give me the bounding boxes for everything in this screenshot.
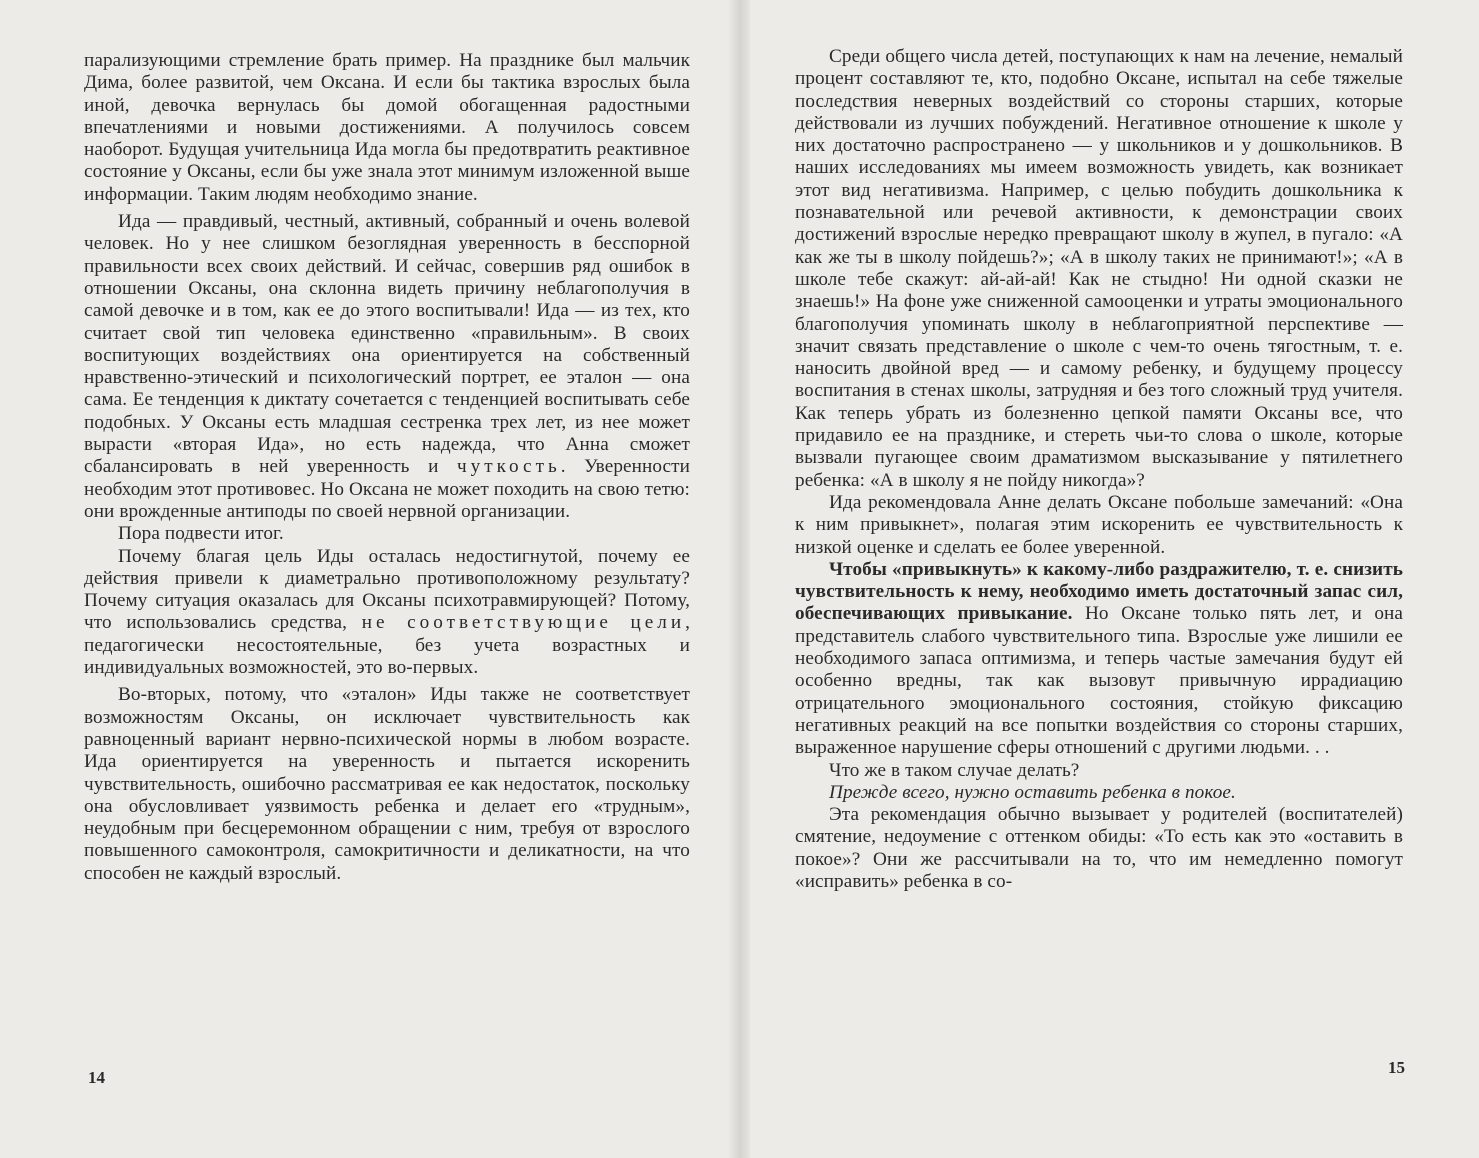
paragraph: Эта рекомендация обычно вызывает у родителей (воспитателей) смятение, недоумение с оттенком обиды: «То есть как это «оставить в покое»? Они же рассчитывали на то, что им немедленно помогут «исправить» ребенка в со- [795, 804, 1403, 892]
paragraph-text: . Уверенности необходим этот противовес. Но Оксана не может походить на свою тетю: они врожденные антиподы по своей нервной организации. [84, 456, 691, 522]
paragraph [795, 559, 1403, 760]
left-page [0, 0, 728, 1158]
spaced-emphasis: чуткость [457, 456, 561, 478]
left-page-text [84, 50, 690, 885]
paragraph-text: Почему благая цель Иды осталась недостигнутой, почему ее действия привели к диаметрально противоположному результату? Почему ситуация оказалась для Оксаны психотравмирующей? Потому, что использовались средства, [84, 545, 690, 634]
paragraph: Среди общего числа детей, поступающих к нам на лечение, немалый процент составляют те, кто, подобно Оксане, испытал на себе тяжелые последствия неверных воздействий со стороны старших, которые действовали из лучших побуждений. Негативное отношение к школе у них достаточно распространено — у школьников и у дошкольников. В наших исследованиях мы имеем возможность увидеть, как возникает этот вид негативизма. Например, с целью побудить дошкольника к познавательной или речевой активности, к демонстрации своих достижений взрослые нередко превращают школу в жупел, в пугало: «А как же ты в школу пойдешь?»; «А в школу таких не принимают!»; «А в школе тебе скажут: ай-ай-ай! Как не стыдно! Ни одной сказки не знаешь!» На фоне уже сниженной самооценки и утраты эмоционального благополучия упоминать школу в неблагоприятной перспективе — значит связать представление о школе с чем-то очень тягостным, т. е. наносить двойной вред — и самому ребенку, и будущему процессу воспитания в стенах школы, затрудняя и без того сложный труд учителя. Как теперь убрать из болезненно цепкой памяти Оксаны все, что придавило ее на празднике, и стереть чьи-то слова о школе, которые вызвали пугающее своим драматизмом высказывание у пятилетнего ребенка: «А в школу я не пойду никогда»? [795, 46, 1403, 491]
paragraph [84, 211, 690, 523]
paragraph: Что же в таком случае делать? [829, 759, 1080, 781]
paragraph: Ида рекомендовала Анне делать Оксане побольше замечаний: «Она к ним привыкнет», полагая этим искоренить ее чувствительность к низкой оценке и сделать ее более уверенной. [795, 491, 1403, 558]
right-page-text [795, 46, 1403, 893]
paragraph: парализующими стремление брать пример. На празднике был мальчик Дима, более развитой, чем Оксана. И если бы тактика взрослых была иной, девочка вернулась бы домой обогащенная радостными впечатлениями и новыми достижениями. А получилось совсем наоборот. Будущая учительница Ида могла бы предотвратить реактивное состояние у Оксаны, если бы уже знала этот минимум изложенной выше информации. Таким людям необходимо знание. [84, 50, 690, 205]
right-page [750, 0, 1479, 1158]
paragraph-text: Ида — правдивый, честный, активный, собранный и очень волевой человек. Но у нее слишком безоглядная уверенность в бесспорной правильности всех своих действий. И сейчас, совершив ряд ошибок в отношении Оксаны, она склонна видеть причину неблагополучия в самой девочке и в том, как ее до этого воспитывали! Ида — из тех, кто считает свой тип человека единственно «правильным». В своих воспитующих воздействиях она ориентируется на собственный нравственно-этический и психологический портрет, ее эталон — она сама. Ее тенденция к диктату сочетается с тенденцией воспитывать себе подобных. У Оксаны есть младшая сестренка трех лет, из нее может вырасти «вторая Ида», но есть надежда, что Анна сможет сбалансировать в ней уверенность и [84, 211, 690, 478]
page-number: 15 [1388, 1058, 1405, 1077]
bold-statement: Чтобы «привыкнуть» к какому-либо раздражителю, т. е. снизить чувствительность к нему, необходимо иметь достаточный запас сил, обеспечивающих привыкание. [795, 558, 1403, 625]
paragraph-text: Но Оксане только пять лет, и она представитель слабого чувствительного типа. Взрослые уже лишили ее необходимого запаса оптимизма, и теперь частые замечания будут ей особенно вредны, так как вызовут привычную иррадиацию отрицательного эмоционального состояния, стойкую фиксацию негативных реакций на все попытки воздействия со стороны старших, выраженное нарушение сферы отношений с другими людьми. . . [795, 603, 1403, 759]
paragraph: Пора подвести итог. [118, 523, 284, 545]
paragraph: Во-вторых, потому, что «эталон» Иды также не соответствует возможностям Оксаны, он исключает чувствительность как равноценный вариант нервно-психической нормы в любом возрасте. Ида ориентируется на уверенность и пытается искоренить чувствительность, ошибочно рассматривая ее как недостаток, поскольку она обусловливает уязвимость ребенка и делает его «трудным», неудобным при бесцеремонном обращении с ним, требуя от взрослого повышенного самоконтроля, самокритичности и деликатности, на что способен не каждый взрослый. [84, 684, 690, 884]
paragraph [84, 546, 690, 680]
spaced-emphasis: не соответствующие цели [361, 612, 686, 634]
paragraph-text: , педагогически несостоятельные, без учета возрастных и индивидуальных возможностей, это во-первых. [84, 612, 691, 679]
italic-recommendation: Прежде всего, нужно оставить ребенка в покое. [829, 781, 1236, 803]
book-gutter [728, 0, 750, 1158]
page-number: 14 [88, 1068, 105, 1087]
